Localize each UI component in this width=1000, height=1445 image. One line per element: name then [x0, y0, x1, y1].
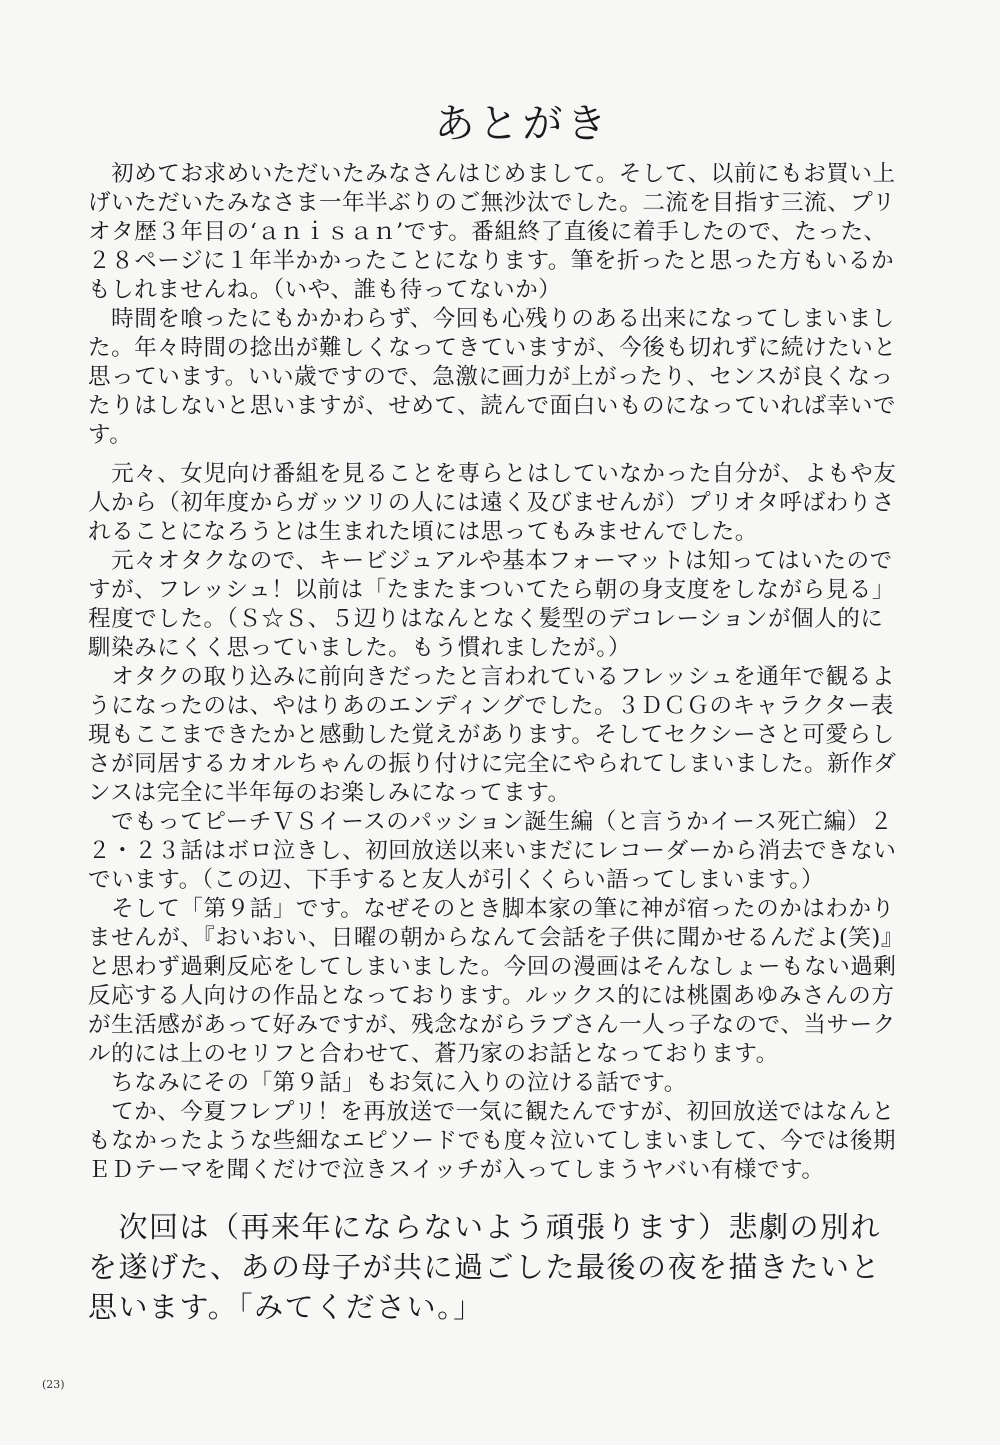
- text-line: ちなみにその「第９話」もお気に入りの泣ける話です。: [88, 1070, 687, 1096]
- paragraph-2: [88, 305, 973, 450]
- text-line: 思っています。いい歳ですので、急激に画力が上がったり、センスが良くなっ: [88, 364, 894, 390]
- text-line: ＥＤテーマを聞くだけで泣きスイッチが入ってしまうヤバい有様です。: [88, 1157, 825, 1183]
- text-line: 反応する人向けの作品となっております。ルックス的には桃園あゆみさんの方: [88, 983, 895, 1009]
- paragraph-3: [88, 460, 973, 1185]
- text-line: げいただいたみなさま一年半ぶりのご無沙汰でした。二流を目指す三流、プリ: [88, 190, 896, 216]
- text-line: と思わず過剰反応をしてしまいました。今回の漫画はそんなしょーもない過剰: [88, 954, 897, 980]
- text-line: うになったのは、やはりあのエンディングでした。３ＤＣＧのキャラクター表: [88, 693, 894, 719]
- text-line: ンスは完全に半年毎のお楽しみになってます。: [88, 780, 571, 806]
- afterword-body: [88, 160, 973, 1327]
- text-line: 人から（初年度からガッツリの人には遠く及びませんが）プリオタ呼ばわりさ: [88, 490, 895, 516]
- text-line: すが、フレッシュ！以前は「たまたまついてたら朝の身支度をしながら見る」: [88, 577, 895, 603]
- paragraph-spacer: [88, 450, 973, 460]
- text-line: でもってピーチＶＳイースのパッション誕生編（と言うかイース死亡編）２: [88, 809, 893, 835]
- text-line: オタ歴３年目の‘ａｎｉｓａｎ’です。番組終了直後に着手したので、たった、: [88, 219, 887, 245]
- closing-line: を遂げた、あの母子が共に過ごした最後の夜を描きたいと: [88, 1250, 882, 1284]
- text-line: もなかったような些細なエピソードでも度々泣いてしまいまして、今では後期: [88, 1128, 897, 1154]
- closing-paragraph: [88, 1207, 973, 1327]
- closing-line: 思います。「みてください。」: [88, 1290, 484, 1324]
- text-line: てか、今夏フレプリ！を再放送で一気に観たんですが、初回放送ではなんと: [88, 1099, 895, 1125]
- text-line: が生活感があって好みですが、残念ながらラブさん一人っ子なので、当サーク: [88, 1012, 896, 1038]
- text-line: オタクの取り込みに前向きだったと言われているフレッシュを通年で観るよ: [88, 664, 895, 690]
- page-number: (23): [42, 1378, 65, 1391]
- text-line: さが同居するカオルちゃんの振り付けに完全にやられてしまいました。新作ダ: [88, 751, 897, 777]
- text-line: ２・２３話はボロ泣きし、初回放送以来いまだにレコーダーから消去できない: [88, 838, 897, 864]
- text-line: 元々、女児向け番組を見ることを専らとはしていなかった自分が、よもや友: [88, 461, 897, 487]
- paragraph-1: [88, 160, 973, 305]
- text-line: ル的には上のセリフと合わせて、蒼乃家のお話となっております。: [88, 1041, 779, 1067]
- text-line: た。年々時間の捻出が難しくなってきていますが、今後も切れずに続けたいと: [88, 335, 897, 361]
- text-line: ２８ページに１年半かかったことになります。筆を折ったと思った方もいるか: [88, 248, 895, 274]
- text-line: 現もここまできたかと感動した覚えがあります。そしてセクシーさと可愛らし: [88, 722, 895, 748]
- text-line: たりはしないと思いますが、せめて、読んで面白いものになっていれば幸いで: [88, 393, 897, 419]
- closing-line: 次回は（再来年にならないよう頑張ります）悲劇の別れ: [88, 1210, 882, 1244]
- text-line: れることになろうとは生まれた頃には思ってもみませんでした。: [88, 519, 758, 545]
- page-title: あとがき: [434, 101, 611, 147]
- text-line: す。: [88, 422, 133, 448]
- text-line: ませんが、『おいおい、日曜の朝からなんて会話を子供に聞かせるんだよ(笑)』: [88, 925, 905, 951]
- text-line: 元々オタクなので、キービジュアルや基本フォーマットは知ってはいたので: [88, 548, 893, 574]
- text-line: でいます。（この辺、下手すると友人が引くくらい語ってしまいます。）: [88, 867, 825, 893]
- text-line: 程度でした。（Ｓ☆Ｓ、５辺りはなんとなく髪型のデコレーションが個人的に: [88, 606, 884, 632]
- text-line: もしれませんね。（いや、誰も待ってないか）: [88, 277, 562, 303]
- text-line: 初めてお求めいただいたみなさんはじめまして。そして、以前にもお買い上: [88, 161, 896, 187]
- text-line: そして「第９話」です。なぜそのとき脚本家の筆に神が宿ったのかはわかり: [88, 896, 895, 922]
- text-line: 馴染みにくく思っていました。もう慣れましたが。）: [88, 635, 632, 661]
- text-line: 時間を喰ったにもかかわらず、今回も心残りのある出来になってしまいまし: [88, 306, 895, 332]
- closing-spacer: [88, 1185, 973, 1207]
